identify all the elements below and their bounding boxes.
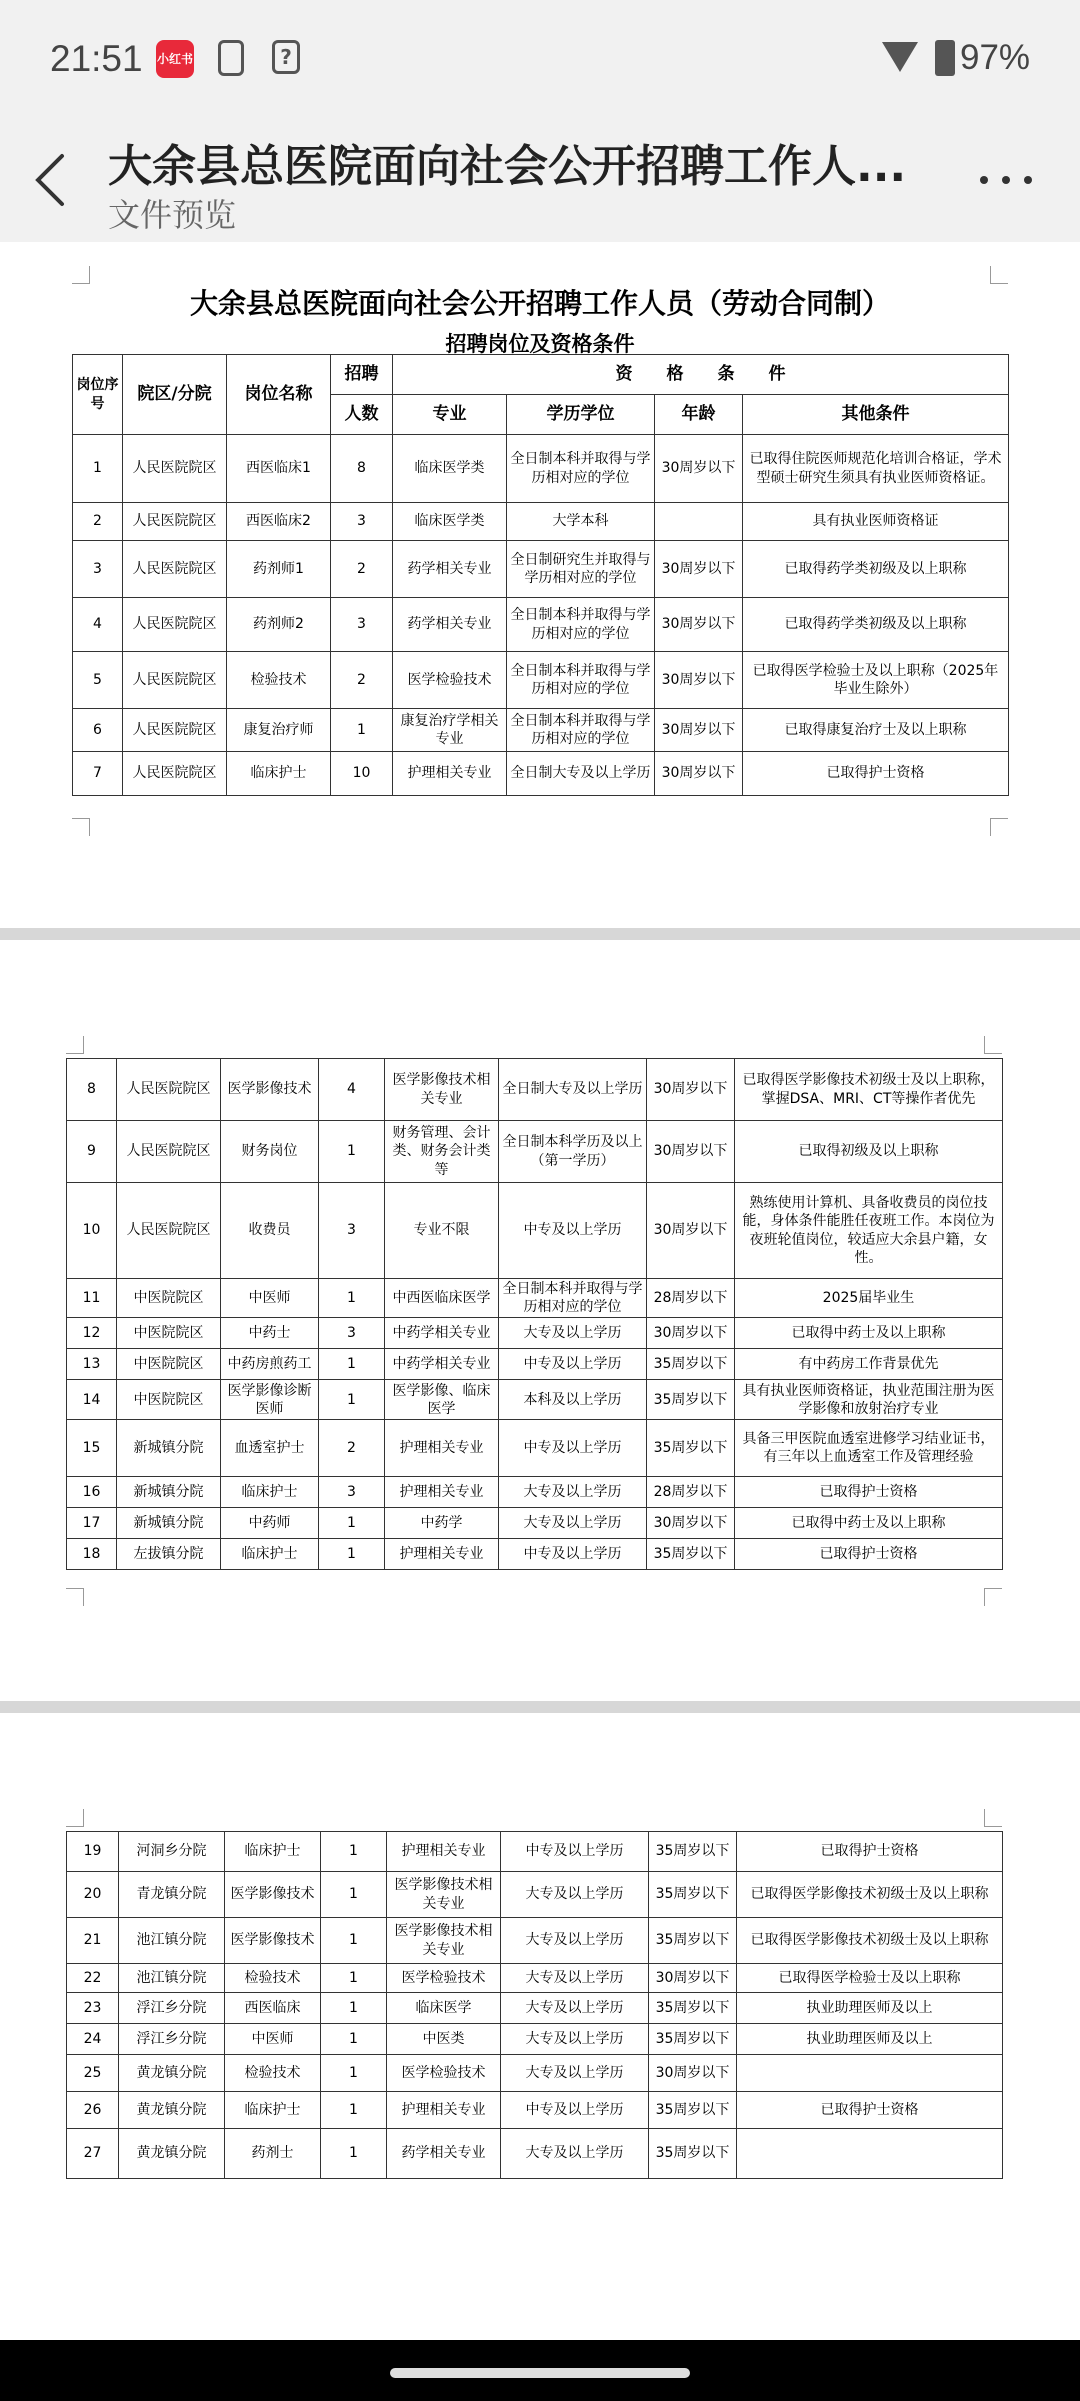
seq-cell: 23	[67, 1993, 119, 2024]
district-cell: 左拔镇分院	[117, 1539, 221, 1570]
other-requirements-cell: 已取得中药士及以上职称	[735, 1318, 1003, 1349]
major-cell: 护理相关专业	[393, 752, 507, 796]
age-cell: 30周岁以下	[649, 1964, 737, 1993]
count-cell: 2	[319, 1420, 385, 1477]
education-cell: 中专及以上学历	[499, 1183, 647, 1279]
page-corner-mark	[990, 818, 1008, 836]
major-cell: 临床医学类	[393, 435, 507, 503]
document-page-1	[0, 242, 1080, 928]
district-cell: 新城镇分院	[117, 1420, 221, 1477]
major-cell: 护理相关专业	[385, 1420, 499, 1477]
education-cell: 全日制大专及以上学历	[499, 1059, 647, 1121]
status-bar	[0, 0, 1080, 120]
table-row	[67, 1508, 1003, 1539]
page-corner-mark	[66, 1588, 84, 1606]
other-requirements-cell: 已取得医学检验士及以上职称	[737, 1964, 1003, 1993]
education-cell: 全日制大专及以上学历	[507, 752, 655, 796]
other-requirements-cell	[737, 2055, 1003, 2092]
major-cell: 医学检验技术	[393, 652, 507, 709]
age-cell: 35周岁以下	[647, 1349, 735, 1380]
preview-label: 文件预览	[108, 196, 237, 234]
other-requirements-cell: 已取得药学类初级及以上职称	[743, 598, 1009, 652]
header-count-top: 招聘	[331, 355, 393, 395]
major-cell: 护理相关专业	[385, 1539, 499, 1570]
district-cell: 人民医院院区	[117, 1059, 221, 1121]
district-cell: 人民医院院区	[123, 503, 227, 541]
count-cell: 1	[321, 1872, 387, 1918]
major-cell: 临床医学类	[393, 503, 507, 541]
age-cell: 35周岁以下	[649, 1918, 737, 1964]
seq-cell: 10	[67, 1183, 117, 1279]
table-row	[67, 2092, 1003, 2129]
education-cell: 全日制本科并取得与学历相对应的学位	[507, 435, 655, 503]
major-cell: 医学检验技术	[387, 2055, 501, 2092]
battery-icon	[935, 40, 955, 76]
count-cell: 3	[319, 1183, 385, 1279]
table-row	[67, 1279, 1003, 1318]
table-row	[67, 1477, 1003, 1508]
count-cell: 3	[331, 503, 393, 541]
count-cell: 1	[319, 1349, 385, 1380]
major-cell: 护理相关专业	[385, 1477, 499, 1508]
seq-cell: 18	[67, 1539, 117, 1570]
district-cell: 人民医院院区	[117, 1183, 221, 1279]
count-cell: 3	[319, 1318, 385, 1349]
other-requirements-cell: 已取得护士资格	[737, 2092, 1003, 2129]
position-cell: 医学影像技术	[225, 1918, 321, 1964]
seq-cell: 13	[67, 1349, 117, 1380]
age-cell: 30周岁以下	[649, 2055, 737, 2092]
age-cell: 35周岁以下	[647, 1380, 735, 1420]
page-corner-mark	[984, 1809, 1002, 1827]
table-row	[67, 1318, 1003, 1349]
seq-cell: 5	[73, 652, 123, 709]
table-row	[67, 1349, 1003, 1380]
seq-cell: 7	[73, 752, 123, 796]
other-requirements-cell: 具备三甲医院血透室进修学习结业证书，有三年以上血透室工作及管理经验	[735, 1420, 1003, 1477]
position-cell: 检验技术	[225, 2055, 321, 2092]
age-cell: 30周岁以下	[655, 435, 743, 503]
major-cell: 中西医临床医学	[385, 1279, 499, 1318]
header-age: 年龄	[655, 395, 743, 435]
other-requirements-cell: 已取得护士资格	[735, 1477, 1003, 1508]
age-cell: 28周岁以下	[647, 1279, 735, 1318]
table-row	[73, 503, 1009, 541]
age-cell: 35周岁以下	[649, 2024, 737, 2055]
position-cell: 临床护士	[227, 752, 331, 796]
seq-cell: 16	[67, 1477, 117, 1508]
seq-cell: 4	[73, 598, 123, 652]
count-cell: 3	[319, 1477, 385, 1508]
major-cell: 医学影像技术相关专业	[387, 1872, 501, 1918]
position-cell: 康复治疗师	[227, 709, 331, 752]
count-cell: 10	[331, 752, 393, 796]
major-cell: 药学相关专业	[387, 2129, 501, 2179]
phone-sync-icon	[218, 40, 244, 76]
count-cell: 1	[321, 2024, 387, 2055]
education-cell: 大专及以上学历	[499, 1508, 647, 1539]
header-seq: 岗位序号	[73, 355, 123, 435]
seq-cell: 19	[67, 1832, 119, 1872]
count-cell: 1	[319, 1121, 385, 1183]
other-requirements-cell: 已取得医学影像技术初级士及以上职称	[737, 1872, 1003, 1918]
system-navigation-bar	[0, 2340, 1080, 2401]
table-row	[67, 1918, 1003, 1964]
education-cell: 中专及以上学历	[501, 1832, 649, 1872]
header-district: 院区/分院	[123, 355, 227, 435]
other-requirements-cell: 熟练使用计算机、具备收费员的岗位技能，身体条件能胜任夜班工作。本岗位为夜班轮值岗位，较适应大余县户籍，女性。	[735, 1183, 1003, 1279]
position-cell: 收费员	[221, 1183, 319, 1279]
count-cell: 3	[331, 598, 393, 652]
education-cell: 大专及以上学历	[499, 1318, 647, 1349]
seq-cell: 9	[67, 1121, 117, 1183]
seq-cell: 12	[67, 1318, 117, 1349]
back-arrow-icon[interactable]	[30, 150, 70, 210]
position-cell: 中药房煎药工	[221, 1349, 319, 1380]
home-gesture-handle[interactable]	[390, 2368, 690, 2378]
age-cell: 35周岁以下	[649, 2092, 737, 2129]
count-cell: 2	[331, 652, 393, 709]
education-cell: 大学本科	[507, 503, 655, 541]
education-cell: 全日制本科并取得与学历相对应的学位	[499, 1279, 647, 1318]
count-cell: 4	[319, 1059, 385, 1121]
education-cell: 本科及以上学历	[499, 1380, 647, 1420]
table-row	[67, 1832, 1003, 1872]
count-cell: 1	[331, 709, 393, 752]
age-cell: 30周岁以下	[647, 1059, 735, 1121]
table-row	[67, 1539, 1003, 1570]
major-cell: 专业不限	[385, 1183, 499, 1279]
other-requirements-cell: 已取得医学影像技术初级士及以上职称，掌握DSA、MRI、CT等操作者优先	[735, 1059, 1003, 1121]
app-bar	[0, 120, 1080, 242]
count-cell: 1	[321, 1964, 387, 1993]
major-cell: 护理相关专业	[387, 2092, 501, 2129]
district-cell: 中医院院区	[117, 1279, 221, 1318]
district-cell: 人民医院院区	[123, 435, 227, 503]
other-requirements-cell: 已取得药学类初级及以上职称	[743, 541, 1009, 598]
header-major: 专业	[393, 395, 507, 435]
position-cell: 药剂师1	[227, 541, 331, 598]
seq-cell: 14	[67, 1380, 117, 1420]
count-cell: 1	[321, 1918, 387, 1964]
education-cell: 全日制本科并取得与学历相对应的学位	[507, 652, 655, 709]
education-cell: 大专及以上学历	[501, 1964, 649, 1993]
other-requirements-cell: 执业助理医师及以上	[737, 1993, 1003, 2024]
education-cell: 大专及以上学历	[501, 2024, 649, 2055]
district-cell: 浮江乡分院	[119, 1993, 225, 2024]
seq-cell: 2	[73, 503, 123, 541]
position-cell: 医学影像技术	[221, 1059, 319, 1121]
xiaohongshu-app-icon: 小红书	[156, 40, 194, 78]
position-cell: 临床护士	[225, 2092, 321, 2129]
position-cell: 临床护士	[221, 1477, 319, 1508]
age-cell: 35周岁以下	[647, 1420, 735, 1477]
count-cell: 1	[321, 2129, 387, 2179]
education-cell: 中专及以上学历	[499, 1349, 647, 1380]
position-cell: 中药师	[221, 1508, 319, 1539]
page-corner-mark	[66, 1809, 84, 1827]
age-cell: 30周岁以下	[655, 752, 743, 796]
table-row	[67, 1964, 1003, 1993]
position-cell: 检验技术	[225, 1964, 321, 1993]
position-cell: 血透室护士	[221, 1420, 319, 1477]
count-cell: 1	[321, 1993, 387, 2024]
recruitment-table-part2	[66, 1058, 1003, 1570]
age-cell: 30周岁以下	[655, 652, 743, 709]
count-cell: 8	[331, 435, 393, 503]
table-row	[67, 2055, 1003, 2092]
recruitment-table-part3	[66, 1831, 1003, 2179]
other-requirements-cell: 已取得护士资格	[737, 1832, 1003, 1872]
seq-cell: 15	[67, 1420, 117, 1477]
major-cell: 医学影像、临床医学	[385, 1380, 499, 1420]
page-corner-mark	[72, 818, 90, 836]
count-cell: 1	[319, 1279, 385, 1318]
position-cell: 临床护士	[221, 1539, 319, 1570]
district-cell: 人民医院院区	[123, 541, 227, 598]
seq-cell: 26	[67, 2092, 119, 2129]
education-cell: 大专及以上学历	[501, 1872, 649, 1918]
position-cell: 药剂师2	[227, 598, 331, 652]
major-cell: 药学相关专业	[393, 541, 507, 598]
education-cell: 大专及以上学历	[499, 1477, 647, 1508]
other-requirements-cell: 执业助理医师及以上	[737, 2024, 1003, 2055]
major-cell: 医学影像技术相关专业	[385, 1059, 499, 1121]
table-row	[73, 752, 1009, 796]
age-cell: 35周岁以下	[649, 1832, 737, 1872]
other-requirements-cell: 已取得住院医师规范化培训合格证，学术型硕士研究生须具有执业医师资格证。	[743, 435, 1009, 503]
other-requirements-cell	[737, 2129, 1003, 2179]
district-cell: 池江镇分院	[119, 1964, 225, 1993]
district-cell: 浮江乡分院	[119, 2024, 225, 2055]
major-cell: 医学影像技术相关专业	[387, 1918, 501, 1964]
age-cell: 28周岁以下	[647, 1477, 735, 1508]
page-corner-mark	[984, 1588, 1002, 1606]
count-cell: 1	[321, 2092, 387, 2129]
position-cell: 检验技术	[227, 652, 331, 709]
table-row	[67, 2129, 1003, 2179]
other-requirements-cell: 已取得中药士及以上职称	[735, 1508, 1003, 1539]
recruitment-table-part1	[72, 354, 1009, 796]
table-row	[73, 435, 1009, 503]
district-cell: 河洞乡分院	[119, 1832, 225, 1872]
education-cell: 中专及以上学历	[499, 1539, 647, 1570]
header-qualifications: 资 格 条 件	[393, 355, 1009, 395]
age-cell: 35周岁以下	[649, 1993, 737, 2024]
age-cell: 35周岁以下	[649, 2129, 737, 2179]
district-cell: 中医院院区	[117, 1349, 221, 1380]
table-row	[67, 2024, 1003, 2055]
table-row	[73, 709, 1009, 752]
table-subtitle: 招聘岗位及资格条件	[445, 332, 635, 356]
education-cell: 大专及以上学历	[501, 2055, 649, 2092]
education-cell: 全日制本科并取得与学历相对应的学位	[507, 709, 655, 752]
district-cell: 人民医院院区	[123, 598, 227, 652]
unknown-app-icon: ?	[272, 40, 300, 74]
other-requirements-cell: 具有执业医师资格证，执业范围注册为医学影像和放射治疗专业	[735, 1380, 1003, 1420]
age-cell: 30周岁以下	[655, 709, 743, 752]
table-row	[67, 1059, 1003, 1121]
more-options-icon[interactable]	[976, 170, 1036, 190]
other-requirements-cell: 2025届毕业生	[735, 1279, 1003, 1318]
major-cell: 医学检验技术	[387, 1964, 501, 1993]
district-cell: 中医院院区	[117, 1380, 221, 1420]
seq-cell: 17	[67, 1508, 117, 1539]
table-row	[67, 1872, 1003, 1918]
other-requirements-cell: 已取得康复治疗士及以上职称	[743, 709, 1009, 752]
other-requirements-cell: 已取得医学检验士及以上职称（2025年毕业生除外）	[743, 652, 1009, 709]
page-corner-mark	[66, 1036, 84, 1054]
major-cell: 康复治疗学相关专业	[393, 709, 507, 752]
position-cell: 西医临床	[225, 1993, 321, 2024]
position-cell: 医学影像技术	[225, 1872, 321, 1918]
major-cell: 护理相关专业	[387, 1832, 501, 1872]
other-requirements-cell: 已取得护士资格	[743, 752, 1009, 796]
age-cell: 30周岁以下	[647, 1121, 735, 1183]
education-cell: 全日制研究生并取得与学历相对应的学位	[507, 541, 655, 598]
age-cell: 35周岁以下	[649, 1872, 737, 1918]
count-cell: 1	[319, 1539, 385, 1570]
education-cell: 大专及以上学历	[501, 1918, 649, 1964]
seq-cell: 11	[67, 1279, 117, 1318]
header-count-bottom: 人数	[331, 395, 393, 435]
age-cell: 30周岁以下	[655, 541, 743, 598]
page-corner-mark	[984, 1036, 1002, 1054]
wifi-icon	[882, 42, 918, 72]
other-requirements-cell: 已取得医学影像技术初级士及以上职称	[737, 1918, 1003, 1964]
seq-cell: 8	[67, 1059, 117, 1121]
header-other: 其他条件	[743, 395, 1009, 435]
major-cell: 中药学相关专业	[385, 1318, 499, 1349]
major-cell: 临床医学	[387, 1993, 501, 2024]
age-cell: 30周岁以下	[647, 1318, 735, 1349]
document-page-3	[0, 1713, 1080, 2340]
other-requirements-cell: 具有执业医师资格证	[743, 503, 1009, 541]
position-cell: 临床护士	[225, 1832, 321, 1872]
district-cell: 人民医院院区	[123, 652, 227, 709]
count-cell: 1	[321, 1832, 387, 1872]
other-requirements-cell: 有中药房工作背景优先	[735, 1349, 1003, 1380]
seq-cell: 3	[73, 541, 123, 598]
district-cell: 黄龙镇分院	[119, 2129, 225, 2179]
count-cell: 1	[319, 1508, 385, 1539]
education-cell: 大专及以上学历	[501, 1993, 649, 2024]
count-cell: 2	[331, 541, 393, 598]
table-row	[73, 541, 1009, 598]
position-cell: 药剂士	[225, 2129, 321, 2179]
position-cell: 财务岗位	[221, 1121, 319, 1183]
battery-percent: 97%	[960, 38, 1031, 77]
district-cell: 黄龙镇分院	[119, 2092, 225, 2129]
district-cell: 池江镇分院	[119, 1918, 225, 1964]
seq-cell: 25	[67, 2055, 119, 2092]
major-cell: 财务管理、会计类、财务会计类等	[385, 1121, 499, 1183]
seq-cell: 6	[73, 709, 123, 752]
education-cell: 中专及以上学历	[499, 1420, 647, 1477]
age-cell: 30周岁以下	[655, 598, 743, 652]
district-cell: 新城镇分院	[117, 1508, 221, 1539]
document-page-2	[0, 940, 1080, 1701]
position-cell: 中医师	[221, 1279, 319, 1318]
count-cell: 1	[319, 1380, 385, 1420]
table-row	[67, 1993, 1003, 2024]
major-cell: 中医类	[387, 2024, 501, 2055]
major-cell: 药学相关专业	[393, 598, 507, 652]
position-cell: 中医师	[225, 2024, 321, 2055]
education-cell: 全日制本科并取得与学历相对应的学位	[507, 598, 655, 652]
education-cell: 大专及以上学历	[501, 2129, 649, 2179]
table-row	[67, 1380, 1003, 1420]
table-title: 大余县总医院面向社会公开招聘工作人员（劳动合同制）	[189, 287, 890, 320]
count-cell: 1	[321, 2055, 387, 2092]
header-education: 学历学位	[507, 395, 655, 435]
district-cell: 新城镇分院	[117, 1477, 221, 1508]
education-cell: 中专及以上学历	[501, 2092, 649, 2129]
position-cell: 医学影像诊断医师	[221, 1380, 319, 1420]
page-divider	[0, 1701, 1080, 1713]
table-row	[73, 598, 1009, 652]
table-row	[67, 1121, 1003, 1183]
age-cell: 30周岁以下	[647, 1183, 735, 1279]
other-requirements-cell: 已取得初级及以上职称	[735, 1121, 1003, 1183]
district-cell: 人民医院院区	[117, 1121, 221, 1183]
seq-cell: 21	[67, 1918, 119, 1964]
seq-cell: 20	[67, 1872, 119, 1918]
table-row	[67, 1183, 1003, 1279]
age-cell: 30周岁以下	[647, 1508, 735, 1539]
table-row	[73, 652, 1009, 709]
major-cell: 中药学相关专业	[385, 1349, 499, 1380]
seq-cell: 1	[73, 435, 123, 503]
seq-cell: 22	[67, 1964, 119, 1993]
seq-cell: 24	[67, 2024, 119, 2055]
header-position: 岗位名称	[227, 355, 331, 435]
age-cell	[655, 503, 743, 541]
other-requirements-cell: 已取得护士资格	[735, 1539, 1003, 1570]
position-cell: 西医临床1	[227, 435, 331, 503]
education-cell: 全日制本科学历及以上（第一学历）	[499, 1121, 647, 1183]
seq-cell: 27	[67, 2129, 119, 2179]
status-time: 21:51	[50, 38, 143, 79]
document-title: 大余县总医院面向社会公开招聘工作人...	[108, 141, 907, 192]
position-cell: 西医临床2	[227, 503, 331, 541]
district-cell: 黄龙镇分院	[119, 2055, 225, 2092]
district-cell: 中医院院区	[117, 1318, 221, 1349]
table-row	[67, 1420, 1003, 1477]
district-cell: 人民医院院区	[123, 709, 227, 752]
district-cell: 人民医院院区	[123, 752, 227, 796]
major-cell: 中药学	[385, 1508, 499, 1539]
district-cell: 青龙镇分院	[119, 1872, 225, 1918]
age-cell: 35周岁以下	[647, 1539, 735, 1570]
page-divider	[0, 928, 1080, 940]
position-cell: 中药士	[221, 1318, 319, 1349]
